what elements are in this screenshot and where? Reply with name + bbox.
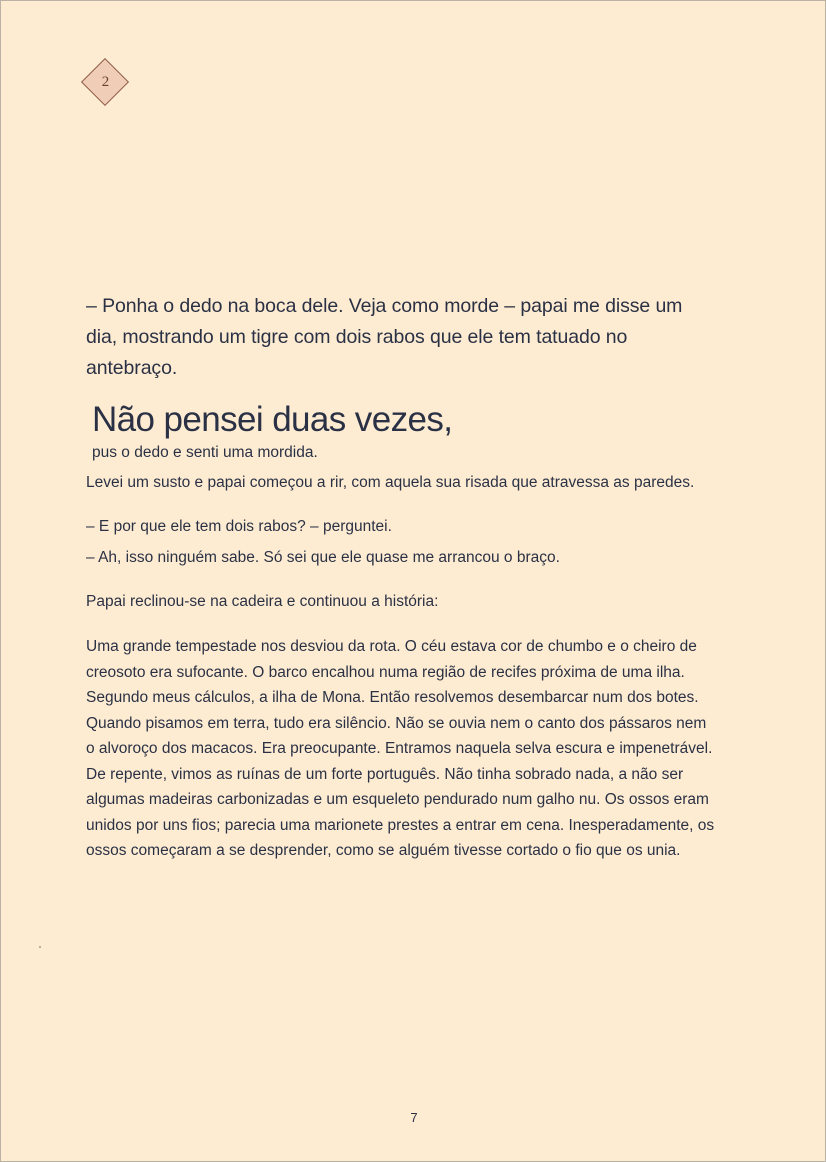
chapter-marker <box>82 59 129 106</box>
chapter-number: 2 <box>101 74 110 90</box>
after-headline-paragraph: Levei um susto e papai começou a rir, com aquela sua risada que atravessa as paredes. <box>86 474 695 491</box>
story-paragraph: Uma grande tempestade nos desviou da rota. O céu estava cor de chumbo e o cheiro de creosoto era sufocante. O barco encalhou numa região de recifes próxima de uma ilha. Segundo meus cálculos, a ilha de Mona. Então resolvemos desembarcar num dos botes. Quando pisamos em terra, tudo era silêncio. Não se ouvia nem o canto dos pássaros nem o alvoroço dos macacos. Era preocupante. Entramos naquela selva escura e impenetrável. De repente, vimos as ruínas de um forte português. Não tinha sobrado nada, a não ser algumas madeiras carbonizadas e um esqueleto pendurado num galho nu. Os ossos eram unidos por uns fios; parecia uma marionete prestes a entrar em cena. Inesperadamente, os ossos começaram a se desprender, como se alguém tivesse cortado o fio que os unia. <box>86 638 715 859</box>
dialog-question-paragraph: – E por que ele tem dois rabos? – perguntei. <box>86 517 392 535</box>
page-number: 7 <box>410 1110 418 1125</box>
transition-paragraph: Papai reclinou-se na cadeira e continuou a história: <box>86 592 439 610</box>
headline: Não pensei duas vezes, <box>92 400 453 439</box>
dialog-intro-paragraph: – Ponha o dedo na boca dele. Veja como morde – papai me disse um dia, mostrando um tigre com dois rabos que ele tem tatuado no antebraço. <box>86 295 683 379</box>
dialog-answer-paragraph: – Ah, isso ninguém sabe. Só sei que ele quase me arrancou o braço. <box>86 549 560 566</box>
headline-follow-text: pus o dedo e senti uma mordida. <box>92 444 318 461</box>
page-content <box>86 291 716 879</box>
page-speck <box>39 946 41 948</box>
